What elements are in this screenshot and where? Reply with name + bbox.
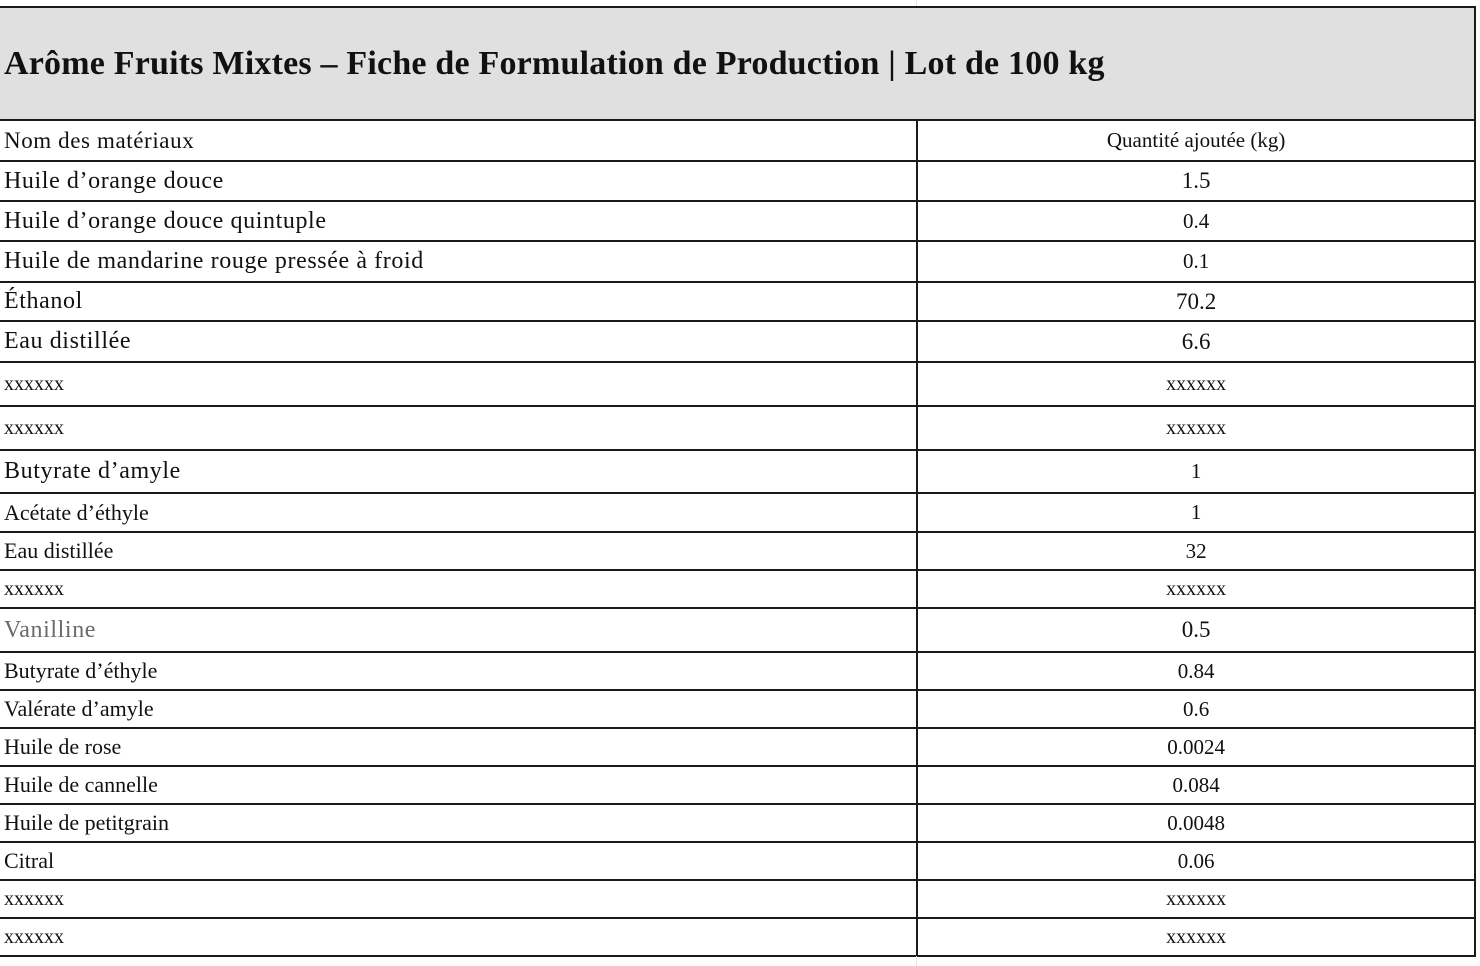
table-row bbox=[0, 450, 1474, 493]
quantity-cell: 1 bbox=[917, 450, 1474, 493]
quantity-cell: 0.0048 bbox=[917, 804, 1474, 842]
quantity-cell: 0.06 bbox=[917, 842, 1474, 880]
sheet-title: Arôme Fruits Mixtes – Fiche de Formulation de Production | Lot de 100 kg bbox=[4, 44, 1105, 82]
header-row bbox=[0, 121, 1474, 161]
quantity-cell: 1 bbox=[917, 493, 1474, 532]
quantity-cell: 0.1 bbox=[917, 241, 1474, 282]
table-row bbox=[0, 690, 1474, 728]
material-name-cell: Butyrate d’éthyle bbox=[0, 652, 917, 690]
table-row bbox=[0, 201, 1474, 241]
material-name-cell: Huile de cannelle bbox=[0, 766, 917, 804]
formulation-table bbox=[0, 121, 1474, 957]
table-row bbox=[0, 918, 1474, 956]
material-name-cell: Huile d’orange douce bbox=[0, 161, 917, 201]
material-name-cell: Eau distillée bbox=[0, 321, 917, 362]
quantity-cell: 32 bbox=[917, 532, 1474, 570]
material-name-cell: xxxxxx bbox=[0, 362, 917, 406]
quantity-cell: xxxxxx bbox=[917, 880, 1474, 918]
quantity-cell: xxxxxx bbox=[917, 406, 1474, 450]
table-row bbox=[0, 406, 1474, 450]
quantity-cell: 6.6 bbox=[917, 321, 1474, 362]
table-row bbox=[0, 652, 1474, 690]
material-name-cell: Éthanol bbox=[0, 282, 917, 321]
material-name-cell: Eau distillée bbox=[0, 532, 917, 570]
formulation-sheet bbox=[0, 6, 1476, 957]
material-name-cell: Huile de petitgrain bbox=[0, 804, 917, 842]
table-row bbox=[0, 728, 1474, 766]
table-row bbox=[0, 766, 1474, 804]
table-row bbox=[0, 804, 1474, 842]
quantity-cell: 0.5 bbox=[917, 608, 1474, 652]
quantity-cell: 0.084 bbox=[917, 766, 1474, 804]
material-name-cell: Huile de mandarine rouge pressée à froid bbox=[0, 241, 917, 282]
table-row bbox=[0, 241, 1474, 282]
material-name-cell: xxxxxx bbox=[0, 918, 917, 956]
quantity-cell: 0.4 bbox=[917, 201, 1474, 241]
quantity-cell: xxxxxx bbox=[917, 918, 1474, 956]
quantity-cell: 1.5 bbox=[917, 161, 1474, 201]
table-row bbox=[0, 532, 1474, 570]
material-name-cell: xxxxxx bbox=[0, 406, 917, 450]
material-name-cell: xxxxxx bbox=[0, 570, 917, 608]
material-name-cell: Vanilline bbox=[0, 608, 917, 652]
table-row bbox=[0, 362, 1474, 406]
material-name-cell: Valérate d’amyle bbox=[0, 690, 917, 728]
quantity-cell: 0.0024 bbox=[917, 728, 1474, 766]
quantity-cell: 0.6 bbox=[917, 690, 1474, 728]
column-header-material-name: Nom des matériaux bbox=[0, 121, 917, 161]
material-name-cell: Butyrate d’amyle bbox=[0, 450, 917, 493]
quantity-cell: 70.2 bbox=[917, 282, 1474, 321]
table-row bbox=[0, 321, 1474, 362]
title-bar bbox=[0, 8, 1474, 121]
material-name-cell: Acétate d’éthyle bbox=[0, 493, 917, 532]
quantity-cell: xxxxxx bbox=[917, 570, 1474, 608]
material-name-cell: xxxxxx bbox=[0, 880, 917, 918]
table-row bbox=[0, 880, 1474, 918]
quantity-cell: 0.84 bbox=[917, 652, 1474, 690]
material-name-cell: Huile d’orange douce quintuple bbox=[0, 201, 917, 241]
table-row bbox=[0, 570, 1474, 608]
table-row bbox=[0, 161, 1474, 201]
table-row bbox=[0, 608, 1474, 652]
column-header-quantity: Quantité ajoutée (kg) bbox=[917, 121, 1474, 161]
table-row bbox=[0, 282, 1474, 321]
gridline-bottom bbox=[916, 956, 917, 966]
material-name-cell: Citral bbox=[0, 842, 917, 880]
table-row bbox=[0, 842, 1474, 880]
table-row bbox=[0, 493, 1474, 532]
quantity-cell: xxxxxx bbox=[917, 362, 1474, 406]
material-name-cell: Huile de rose bbox=[0, 728, 917, 766]
